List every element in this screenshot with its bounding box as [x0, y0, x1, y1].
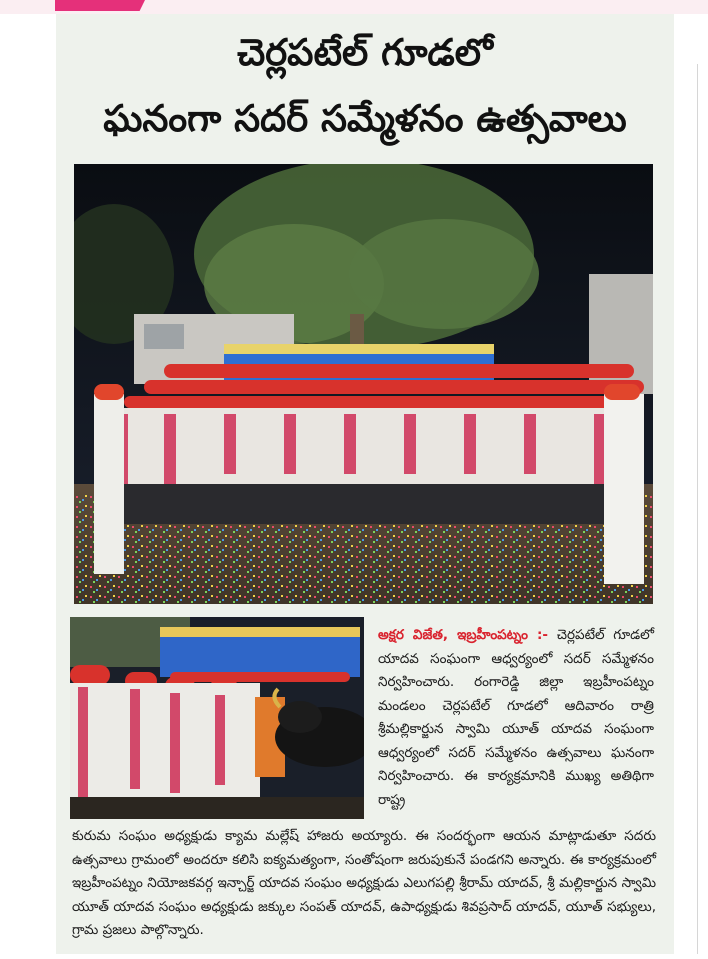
headline-line-1: చెర్లపటేల్ గూడలో — [237, 31, 493, 74]
article-column — [378, 624, 654, 812]
section-tab — [55, 0, 145, 11]
article-column-text: చెర్లపటేల్ గూడలో యాదవ సంఘంగా ఆధ్వర్యంలో సదర్ సమ్మేళనం నిర్వహించారు. రంగారెడ్డి జిల్లా ఇబ్రహీంపట్నం మండలం చెర్లపటేల్ గూడలో ఆదివారం రాత్రి శ్రీమల్లికార్జున స్వామి యూత్ యాదవ సంఘంగా ఆధ్వర్యంలో సదర్ సమ్మేళనం ఉత్సవాలు ఘనంగా నిర్వహించారు. ఈ కార్యక్రమానికి ముఖ్య అతిథిగా రాష్ట్ర — [378, 627, 655, 808]
article-full-width-text: కురుమ సంఘం అధ్యక్షుడు క్యామ మల్లేష్ హాజరు అయ్యారు. ఈ సందర్భంగా ఆయన మాట్లాడుతూ సదరు ఉత్సవాలు గ్రామంలో అందరూ కలిసి ఐక్యమత్యంగా, సంతోషంగా జరుపుకునే పండగని అన్నారు. ఈ కార్యక్రమంలో ఇబ్రహీంపట్నం నియోజకవర్గ ఇన్చార్జ్ యాదవ సంఘం అధ్యక్షుడు ఎలుగపల్లి శ్రీరామ్ యాదవ్, శ్రీ మల్లికార్జున స్వామి యూత్ యాదవ సంఘం అధ్యక్షుడు జక్కుల సంపత్ యాదవ్, ఉపాధ్యక్షుడు శివప్రసాద్ యాదవ్, యూత్ సభ్యులు, గ్రామ ప్రజలు పాల్గొన్నారు. — [72, 828, 656, 938]
main-photo — [74, 164, 653, 604]
inset-photo — [70, 617, 364, 819]
article-dateline: అక్షర విజేత, ఇబ్రహీంపట్నం :- — [378, 627, 549, 643]
column-divider — [697, 64, 698, 954]
headline-line-2: ఘనంగా సదర్ సమ్మేళనం ఉత్సవాలు — [103, 97, 627, 140]
